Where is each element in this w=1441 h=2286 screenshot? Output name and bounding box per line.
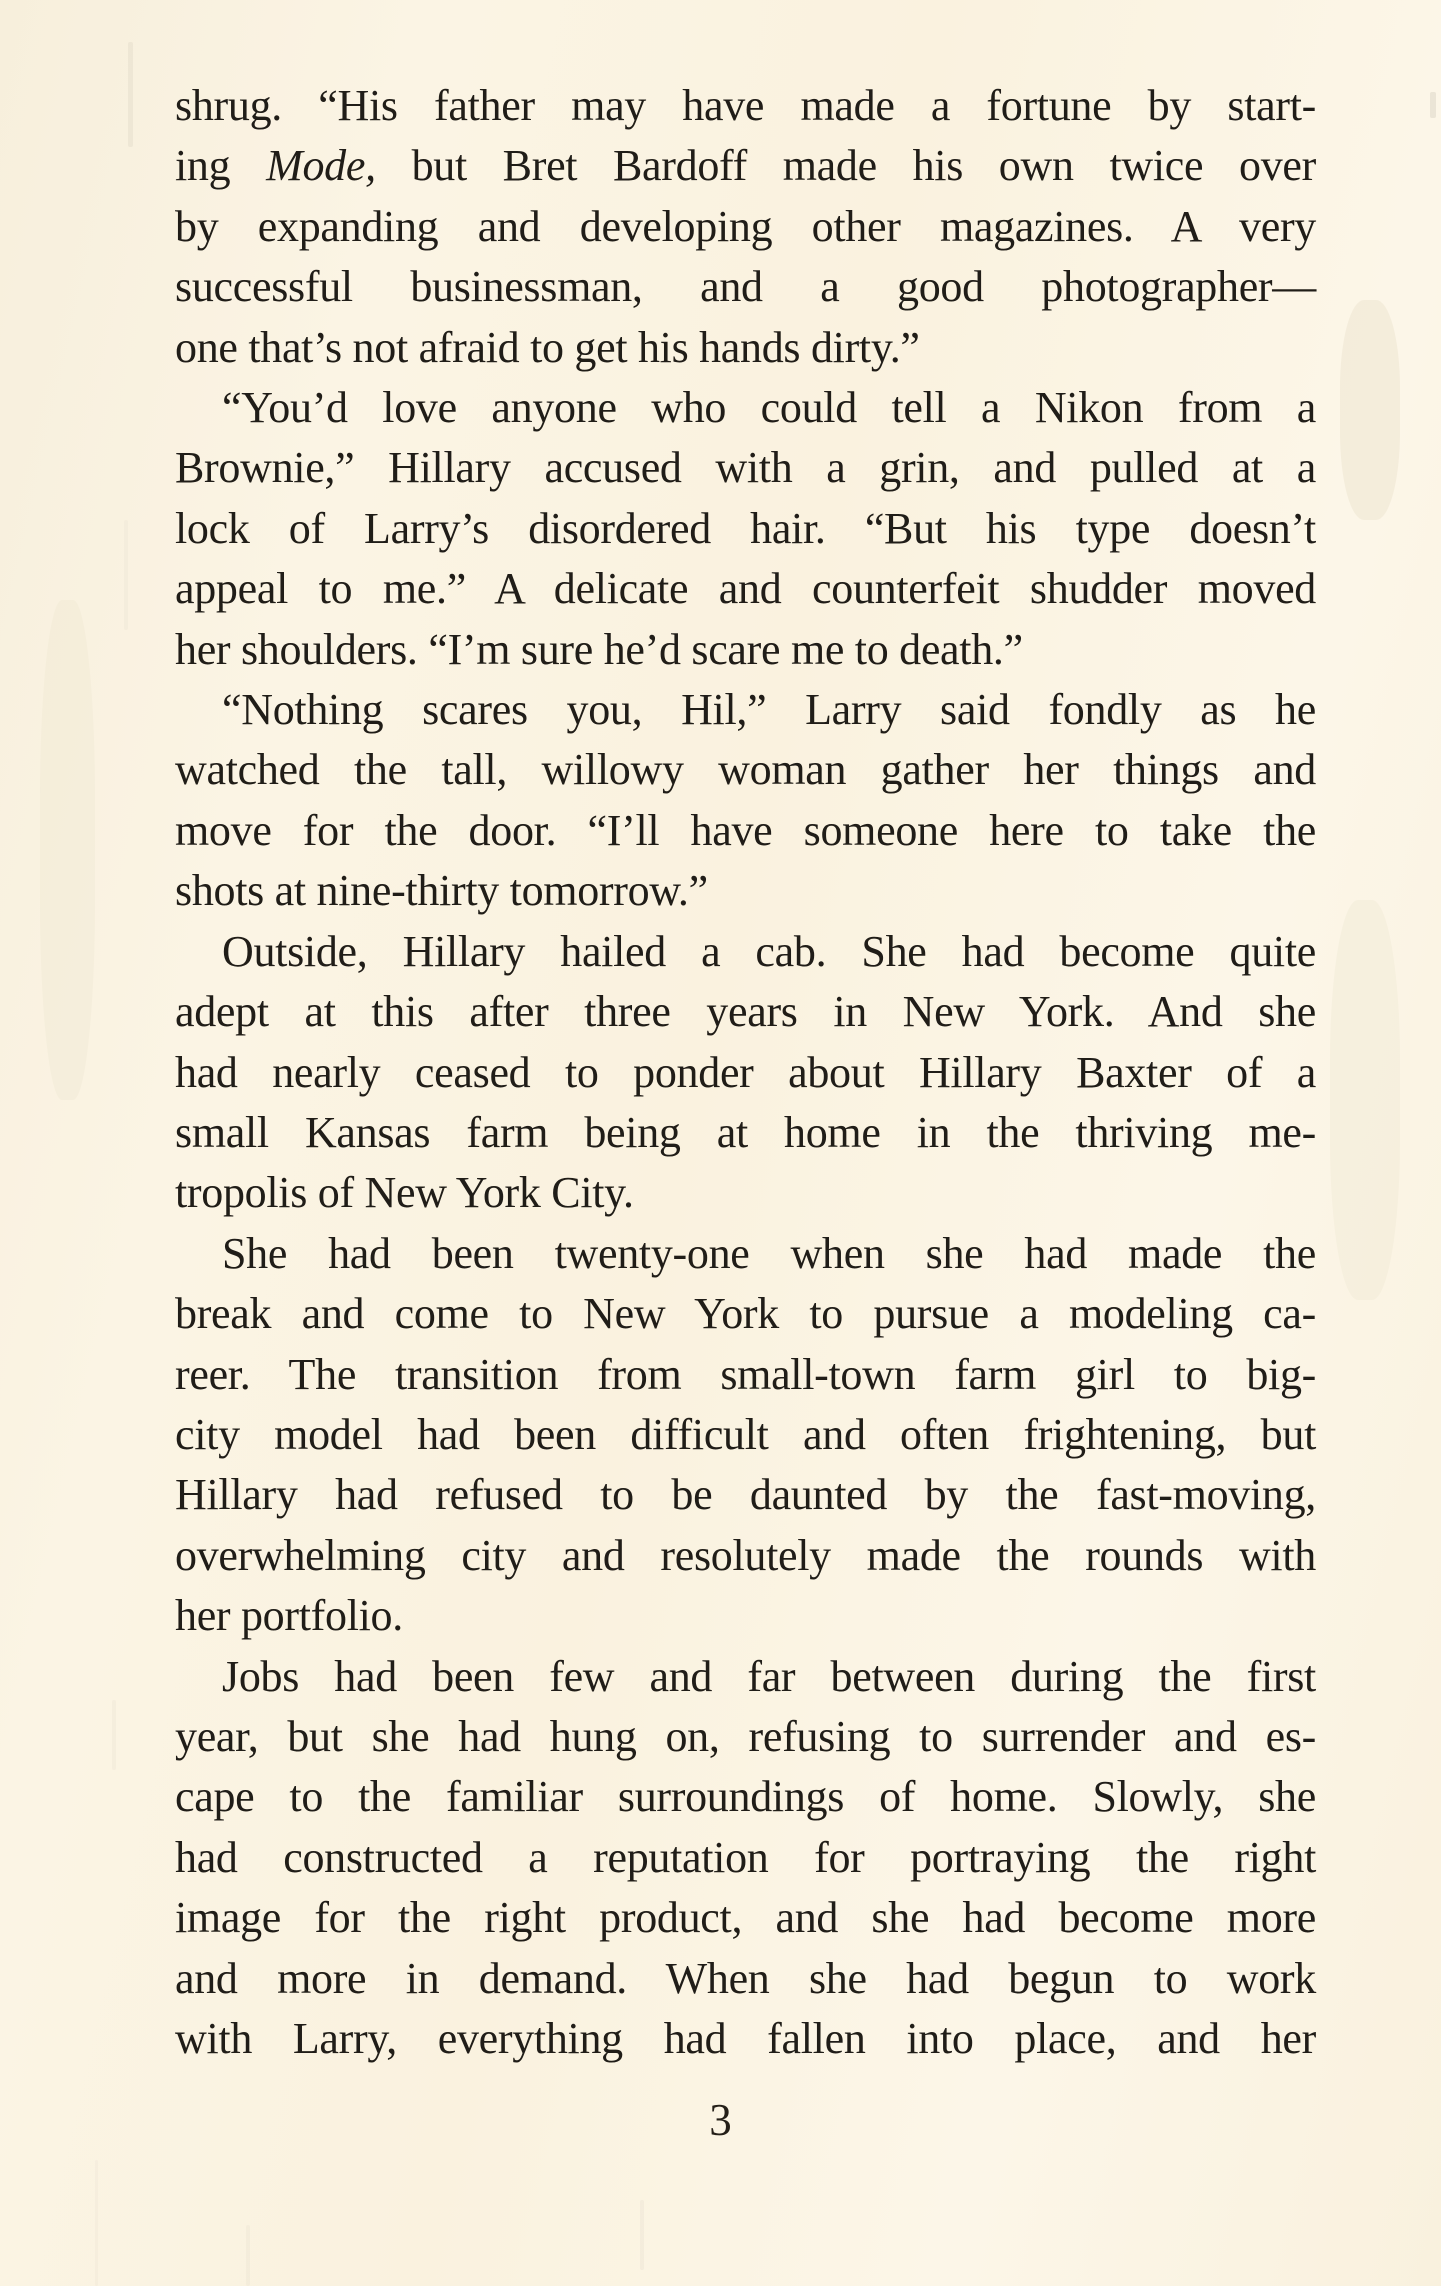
text-line: one that’s not afraid to get his hands dirty.” xyxy=(175,322,920,372)
text-line: shots at nine-thirty tomorrow.” xyxy=(175,866,708,916)
scan-artifact xyxy=(640,2200,644,2270)
scan-artifact xyxy=(1430,92,1436,118)
scan-smudge xyxy=(40,600,95,1100)
text-line: city model had been difficult and often frightening, but xyxy=(175,1409,1316,1459)
text-line: tropolis of New York City. xyxy=(175,1168,634,1218)
text-line: cape to the familiar surroundings of home. Slowly, she xyxy=(175,1772,1316,1822)
scan-artifact xyxy=(128,42,133,147)
paragraph xyxy=(175,1647,1316,2070)
text-line: had nearly ceased to ponder about Hillary Baxter of a xyxy=(175,1047,1316,1097)
text-line: her shoulders. “I’m sure he’d scare me to death.” xyxy=(175,624,1023,674)
scan-artifact xyxy=(95,2160,98,2286)
text-line: reer. The transition from small-town farm girl to big- xyxy=(175,1349,1316,1399)
text-line: small Kansas farm being at home in the thriving me- xyxy=(175,1107,1316,1157)
text-line: appeal to me.” A delicate and counterfeit shudder moved xyxy=(175,564,1316,614)
text-line: Brownie,” Hillary accused with a grin, and pulled at a xyxy=(175,443,1316,493)
page-text xyxy=(175,76,1316,2069)
text-line: Hillary had refused to be daunted by the fast-moving, xyxy=(175,1470,1316,1520)
text-line: Jobs had been few and far between during the first xyxy=(222,1651,1316,1701)
text-line: image for the right product, and she had become more xyxy=(175,1893,1316,1943)
page-number: 3 xyxy=(709,2095,732,2145)
text-line: Outside, Hillary hailed a cab. She had become quite xyxy=(222,926,1316,976)
scan-artifact xyxy=(112,1700,116,1770)
paragraph xyxy=(175,1224,1316,1647)
text-line: ing Mode, but Bret Bardoff made his own twice over xyxy=(175,141,1316,191)
text-line: watched the tall, willowy woman gather her things and xyxy=(175,745,1316,795)
scan-smudge xyxy=(1340,300,1400,520)
scan-artifact xyxy=(124,520,128,630)
paragraph xyxy=(175,76,1316,378)
scan-smudge xyxy=(1330,900,1400,1300)
text-line: with Larry, everything had fallen into place, and her xyxy=(175,2014,1316,2063)
text-line: overwhelming city and resolutely made the rounds with xyxy=(175,1530,1316,1580)
text-line: shrug. “His father may have made a fortune by start- xyxy=(175,81,1316,130)
paragraph xyxy=(175,922,1316,1224)
text-line: successful businessman, and a good photographer— xyxy=(175,262,1316,312)
text-line: lock of Larry’s disordered hair. “But his type doesn’t xyxy=(175,503,1316,553)
text-line: year, but she had hung on, refusing to surrender and es- xyxy=(175,1711,1316,1761)
text-line: She had been twenty-one when she had made the xyxy=(222,1228,1316,1278)
paragraph xyxy=(175,680,1316,922)
text-line: by expanding and developing other magazines. A very xyxy=(175,201,1316,251)
text-line: and more in demand. When she had begun to work xyxy=(175,1953,1316,2003)
text-line: break and come to New York to pursue a modeling ca- xyxy=(175,1289,1316,1339)
text-line: “You’d love anyone who could tell a Nikon from a xyxy=(222,383,1316,433)
scan-artifact xyxy=(246,2225,250,2286)
text-line: had constructed a reputation for portraying the right xyxy=(175,1832,1316,1882)
paragraph xyxy=(175,378,1316,680)
text-line: adept at this after three years in New York. And she xyxy=(175,987,1316,1037)
text-line: “Nothing scares you, Hil,” Larry said fondly as he xyxy=(222,685,1316,735)
text-line: move for the door. “I’ll have someone here to take the xyxy=(175,805,1316,855)
text-line: her portfolio. xyxy=(175,1591,403,1641)
